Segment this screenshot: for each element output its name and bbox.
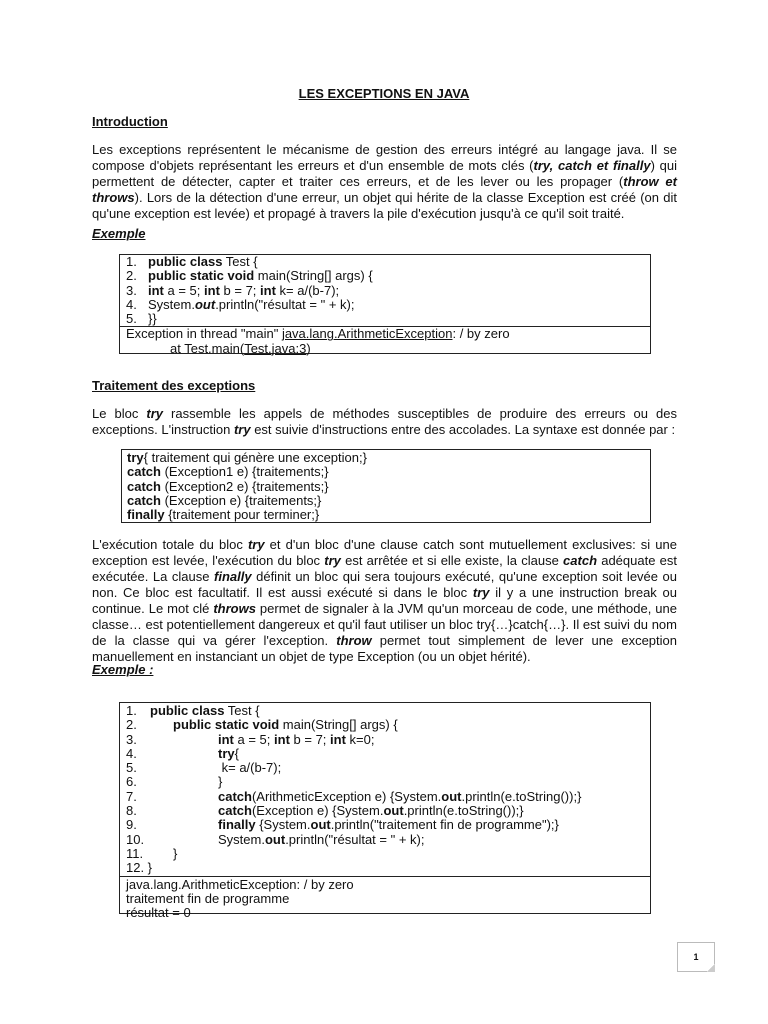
syntax-line: finally {traitement pour terminer;} bbox=[127, 507, 320, 523]
code-line: 3. int a = 5; int b = 7; int k= a/(b-7); bbox=[126, 282, 340, 298]
syntax-line: catch (Exception e) {traitements;} bbox=[127, 492, 322, 508]
code-line: 1. public class Test { bbox=[126, 703, 260, 718]
output-line: at Test.main(Test.java:3) bbox=[170, 340, 311, 356]
code-line: 5. k= a/(b-7); bbox=[126, 760, 282, 776]
code-line: 5. }} bbox=[126, 311, 157, 327]
syntax-line: try{ traitement qui génère une exception;} bbox=[127, 450, 367, 465]
output-line: java.lang.ArithmeticException: / by zero bbox=[126, 876, 354, 892]
code-line: 8. catch(Exception e) {System.out.println(e.toString());} bbox=[126, 803, 524, 819]
traitement-heading: Traitement des exceptions bbox=[92, 378, 256, 393]
code-line: 1. public class Test { bbox=[126, 254, 258, 269]
example1-heading: Exemple bbox=[92, 226, 146, 241]
output-line: traitement fin de programme bbox=[126, 890, 290, 906]
code-line: 6. } bbox=[126, 774, 223, 790]
output-line: résultat = 0 bbox=[126, 905, 191, 921]
page-title: LES EXCEPTIONS EN JAVA bbox=[298, 86, 470, 101]
code-line: 11. } bbox=[126, 845, 178, 861]
code-line: 12. } bbox=[126, 860, 153, 876]
intro-paragraph: Les exceptions représentent le mécanisme de gestion des erreurs intégré au langage java. Il se compose d'objets représentant les erreurs et d'un ensemble de mots clés (try, catch et finally) qui permettent de détecter, capter et traiter ces erreurs, et de les lever ou les propager (throw et throws). Lors de la détection d'une erreur, un objet qui hérite de la classe Exception est créé (on dit qu'une exception est levée) et propagé à travers la pile d'exécution jusqu'à ce qu'il soit traité. bbox=[92, 142, 677, 221]
traitement-paragraph: Le bloc try rassemble les appels de méthodes susceptibles de produire des erreurs ou des exceptions. L'instruction try est suivie d'instructions entre des accolades. La syntaxe est donnée par : bbox=[92, 406, 677, 437]
code-line: 4. System.out.println("résultat = " + k); bbox=[126, 296, 355, 312]
code-line: 4. try{ bbox=[126, 745, 239, 761]
syntax-line: catch (Exception1 e) {traitements;} bbox=[127, 464, 329, 480]
intro-heading: Introduction bbox=[92, 114, 168, 129]
page-number: 1 bbox=[677, 942, 715, 972]
code-line: 2. public static void main(String[] args) { bbox=[126, 268, 373, 284]
explanation-paragraph: L'exécution totale du bloc try et d'un bloc d'une clause catch sont mutuellement exclusives: si une exception est levée, l'exécution du bloc try est arrêtée et si elle existe, la clause catch adéquate est exécutée. La clause finally définit un bloc qui sera toujours exécuté, qu'une exception soit levée ou non. Ce bloc est facultatif. Il est aussi exécuté si dans le bloc try il y a une instruction break ou continue. Le mot clé throws permet de signaler à la JVM qu'un morceau de code, une méthode, une classe… est potentiellement dangereux et qu'il faut utiliser un bloc try{…}catch{…}. Il est suivi du nom de la classe qui va gérer l'exception. throw permet tout simplement de lever une exception manuellement en instanciant un objet de type Exception (ou un objet hérité). bbox=[92, 537, 677, 664]
syntax-box bbox=[121, 449, 651, 523]
example1-code-box bbox=[119, 254, 651, 354]
syntax-line: catch (Exception2 e) {traitements;} bbox=[127, 478, 329, 494]
output-line: Exception in thread "main" java.lang.ArithmeticException: / by zero bbox=[126, 326, 510, 342]
code-line: 3. int a = 5; int b = 7; int k=0; bbox=[126, 731, 375, 747]
code-line: 2. public static void main(String[] args) { bbox=[126, 717, 398, 733]
code-line: 7. catch(ArithmeticException e) {System.out.println(e.toString());} bbox=[126, 788, 582, 804]
example2-code-box bbox=[119, 702, 651, 921]
code-line: 9. finally {System.out.println("traitement fin de programme");} bbox=[126, 817, 559, 833]
code-line: 10. System.out.println("résultat = " + k); bbox=[126, 831, 425, 847]
example2-heading: Exemple : bbox=[92, 662, 154, 677]
